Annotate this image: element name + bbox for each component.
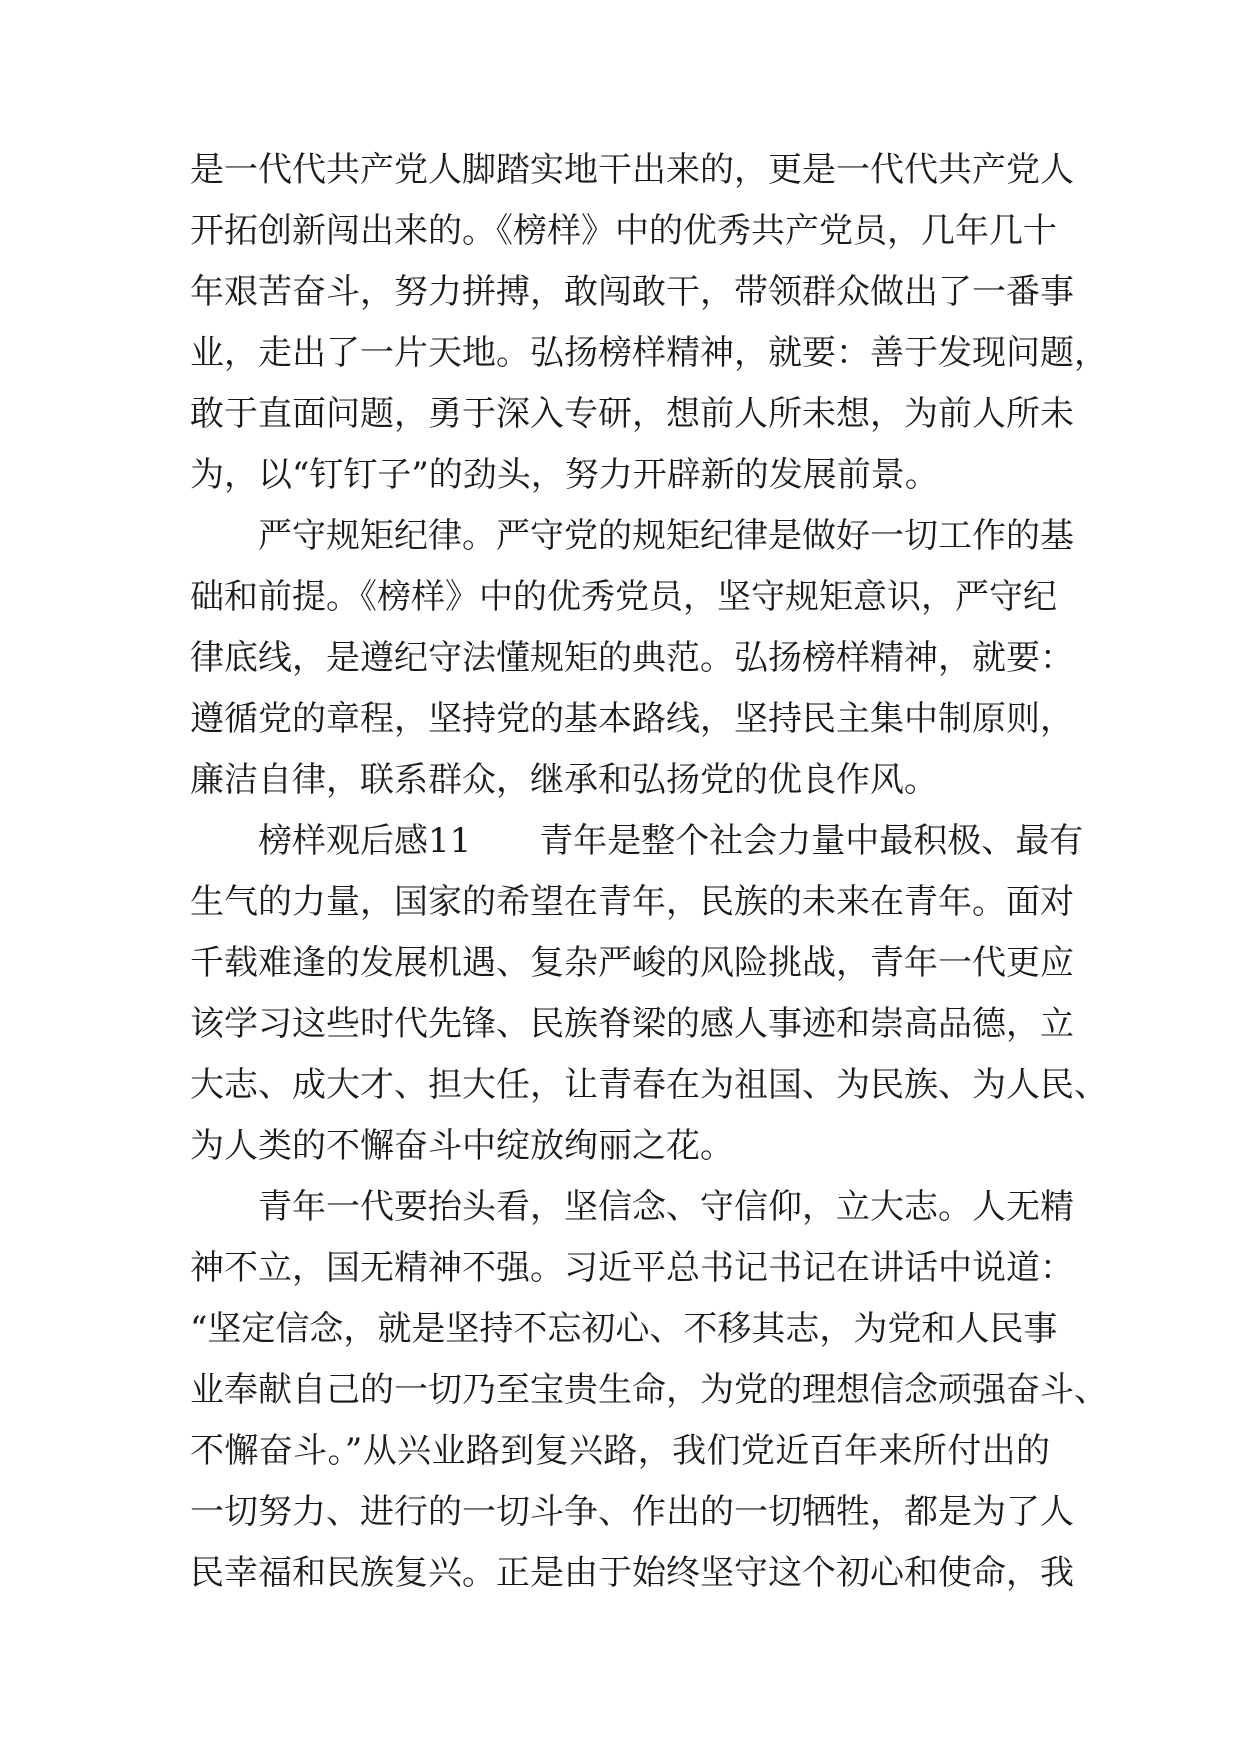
- text-line: 敢于直面问题，勇于深入专研，想前人所未想，为前人所未: [190, 394, 1074, 434]
- text-line: 年艰苦奋斗，努力拼搏，敢闯敢干，带领群众做出了一番事: [190, 272, 1074, 312]
- text-line: 业奉献自己的一切乃至宝贵生命，为党的理想信念顽强奋斗、: [190, 1370, 1108, 1410]
- text-line: “坚定信念，就是坚持不忘初心、不移其志，为党和人民事: [190, 1309, 1058, 1349]
- text-line: 神不立，国无精神不强。习近平总书记书记在讲话中说道：: [190, 1248, 1074, 1288]
- text-line: 生气的力量，国家的希望在青年，民族的未来在青年。面对: [190, 882, 1074, 922]
- text-line: 大志、成大才、担大任，让青春在为祖国、为民族、为人民、: [190, 1065, 1108, 1105]
- text-line: 业，走出了一片天地。弘扬榜样精神，就要：善于发现问题，: [190, 333, 1108, 373]
- text-line: 民幸福和民族复兴。正是由于始终坚守这个初心和使命，我: [190, 1553, 1074, 1593]
- text-line: 是一代代共产党人脚踏实地干出来的，更是一代代共产党人: [190, 150, 1074, 190]
- text-line: 遵循党的章程，坚持党的基本路线，坚持民主集中制原则，: [190, 699, 1074, 739]
- text-line: 为人类的不懈奋斗中绽放绚丽之花。: [190, 1126, 734, 1166]
- text-line: 榜样观后感11 青年是整个社会力量中最积极、最有: [258, 821, 1084, 861]
- text-line: 律底线，是遵纪守法懂规矩的典范。弘扬榜样精神，就要：: [190, 638, 1074, 678]
- text-line: 廉洁自律，联系群众，继承和弘扬党的优良作风。: [190, 760, 938, 800]
- body-text: [190, 140, 1108, 1604]
- text-line: 千载难逢的发展机遇、复杂严峻的风险挑战，青年一代更应: [190, 943, 1074, 983]
- text-line: 础和前提。《榜样》中的优秀党员，坚守规矩意识，严守纪: [190, 577, 1057, 617]
- text-line: 严守规矩纪律。严守党的规矩纪律是做好一切工作的基: [258, 516, 1074, 556]
- text-line: 该学习这些时代先锋、民族脊梁的感人事迹和崇高品德，立: [190, 1004, 1074, 1044]
- text-line: 一切努力、进行的一切斗争、作出的一切牺牲，都是为了人: [190, 1492, 1074, 1532]
- text-line: 青年一代要抬头看，坚信念、守信仰，立大志。人无精: [258, 1187, 1074, 1227]
- text-line: 不懈奋斗。”从兴业路到复兴路，我们党近百年来所付出的: [190, 1431, 1050, 1471]
- text-line: 开拓创新闯出来的。《榜样》中的优秀共产党员，几年几十: [190, 211, 1057, 251]
- text-line: 为，以“钉钉子”的劲头，努力开辟新的发展前景。: [190, 455, 939, 495]
